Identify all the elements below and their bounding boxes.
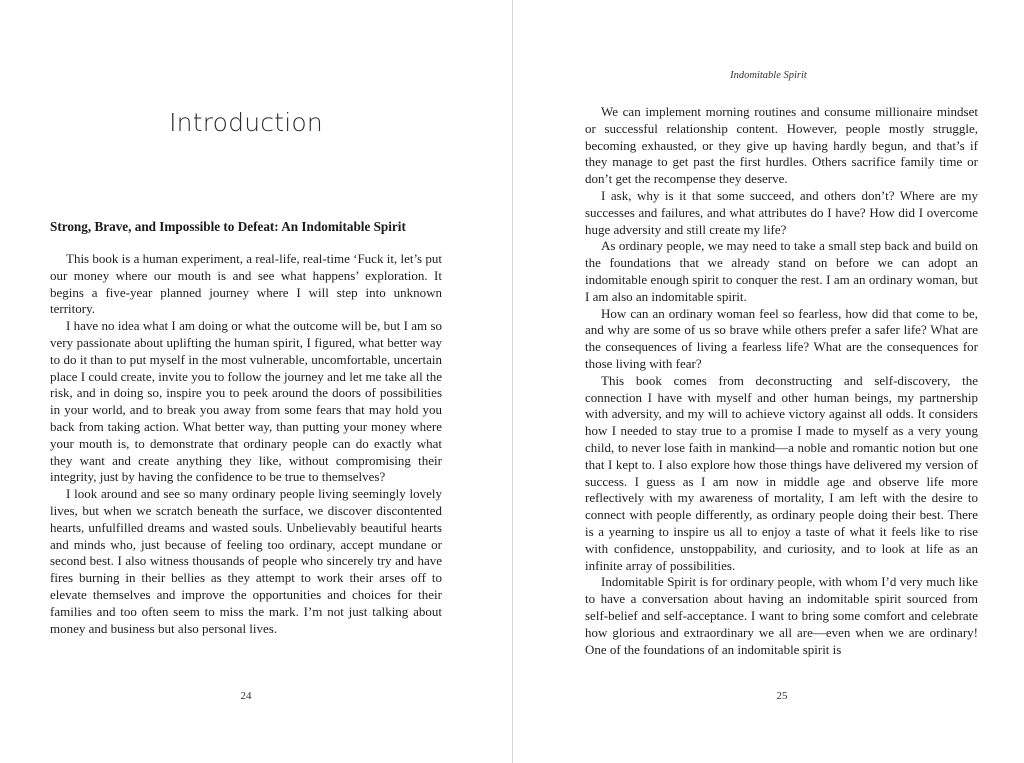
chapter-title: Introduction: [169, 108, 323, 137]
right-page-number: 25: [776, 690, 788, 702]
section-heading: Strong, Brave, and Impossible to Defeat: An Indomitable Spirit: [50, 219, 406, 234]
left-paragraph-1: This book is a human experiment, a real-life, real-time ‘Fuck it, let’s put our money where our mouth is and see what happens’ exploration. It begins a five-year planned journey where I will step into unknown territory.: [50, 251, 442, 317]
right-paragraph-1: We can implement morning routines and consume millionaire mindset or successful relationship content. However, people mostly struggle, becoming exhausted, or they give up having hardly begun, and that’s if they manage to get past the first hurdles. Others sacrifice family time or don’t get the recompense they deserve.: [585, 104, 978, 187]
right-paragraph-6: Indomitable Spirit is for ordinary people, with whom I’d very much like to have a conversation about having an indomitable spirit sourced from self-belief and self-acceptance. I want to bring some comfort and celebrate how glorious and extraordinary we all are—even when we are ordinary! One of the foundations of an indomitable spirit is: [585, 574, 978, 657]
right-page-body: [585, 104, 978, 658]
right-page: [513, 0, 1024, 763]
left-paragraph-2: I have no idea what I am doing or what the outcome will be, but I am so very passionate about uplifting the human spirit, I figured, what better way to do it than to put myself in the most vulnerable, uncomfortable, uncertain place I could create, invite you to follow the journey and let me take all the risk, and in doing so, inspire you to peek around the doors of possibilities in your world, and to break you away from some fears that may hold you back from taking action. What better way, than putting your money where your mouth is, to demonstrate that ordinary people can do exactly what they want and create anything they like, without compromising their integrity, just by having the confidence to be true to themselves?: [50, 318, 442, 485]
running-head: Indomitable Spirit: [730, 70, 807, 81]
right-paragraph-5: This book comes from deconstructing and self-discovery, the connection I have with myself and other human beings, my partnership with adversity, and my will to achieve victory against all odds. It considers how I needed to stay true to a promise I made to myself as a very young child, to never lose faith in mankind—a noble and romantic notion but one that I kept to. I also explore how those things have delivered my version of success. I guess as I am now in middle age and observe life more reflectively with my awareness of mortality, I am left with the desire to connect with people differently, as ordinary people doing their best. There is a yearning to inspire us all to enjoy a taste of what it feels like to rise with confidence, unstoppability, and curiosity, and to look at life as an infinite array of possibilities.: [585, 372, 978, 573]
right-paragraph-2: I ask, why is it that some succeed, and others don’t? Where are my successes and failures, and what attributes do I have? How did I overcome huge adversity and still create my life?: [585, 187, 978, 237]
right-paragraph-3: As ordinary people, we may need to take a small step back and build on the foundations that we already stand on before we can adopt an indomitable enough spirit to conquer the rest. I am an ordinary woman, but I am also an indomitable spirit.: [585, 238, 978, 304]
left-paragraph-3: I look around and see so many ordinary people living seemingly lovely lives, but when we scratch beneath the surface, we discover discontented hearts, unfulfilled dreams and wasted souls. Unbelievably beautiful hearts and minds who, just because of feeling too ordinary, accept mundane or second best. I also witness thousands of people who sincerely try and have fires burning in their bellies as they attempt to work their arses off to elevate themselves and improve the opportunities and choices for their families and too often seem to miss the mark. I’m not just talking about money and business but also personal lives.: [50, 486, 442, 636]
right-paragraph-4: How can an ordinary woman feel so fearless, how did that come to be, and why are some of us so brave while others prefer a safer life? What are the consequences of living a fearless life? What are the consequences for those living with fear?: [585, 305, 978, 371]
left-page-body: [50, 251, 442, 637]
left-page-number: 24: [240, 690, 252, 702]
